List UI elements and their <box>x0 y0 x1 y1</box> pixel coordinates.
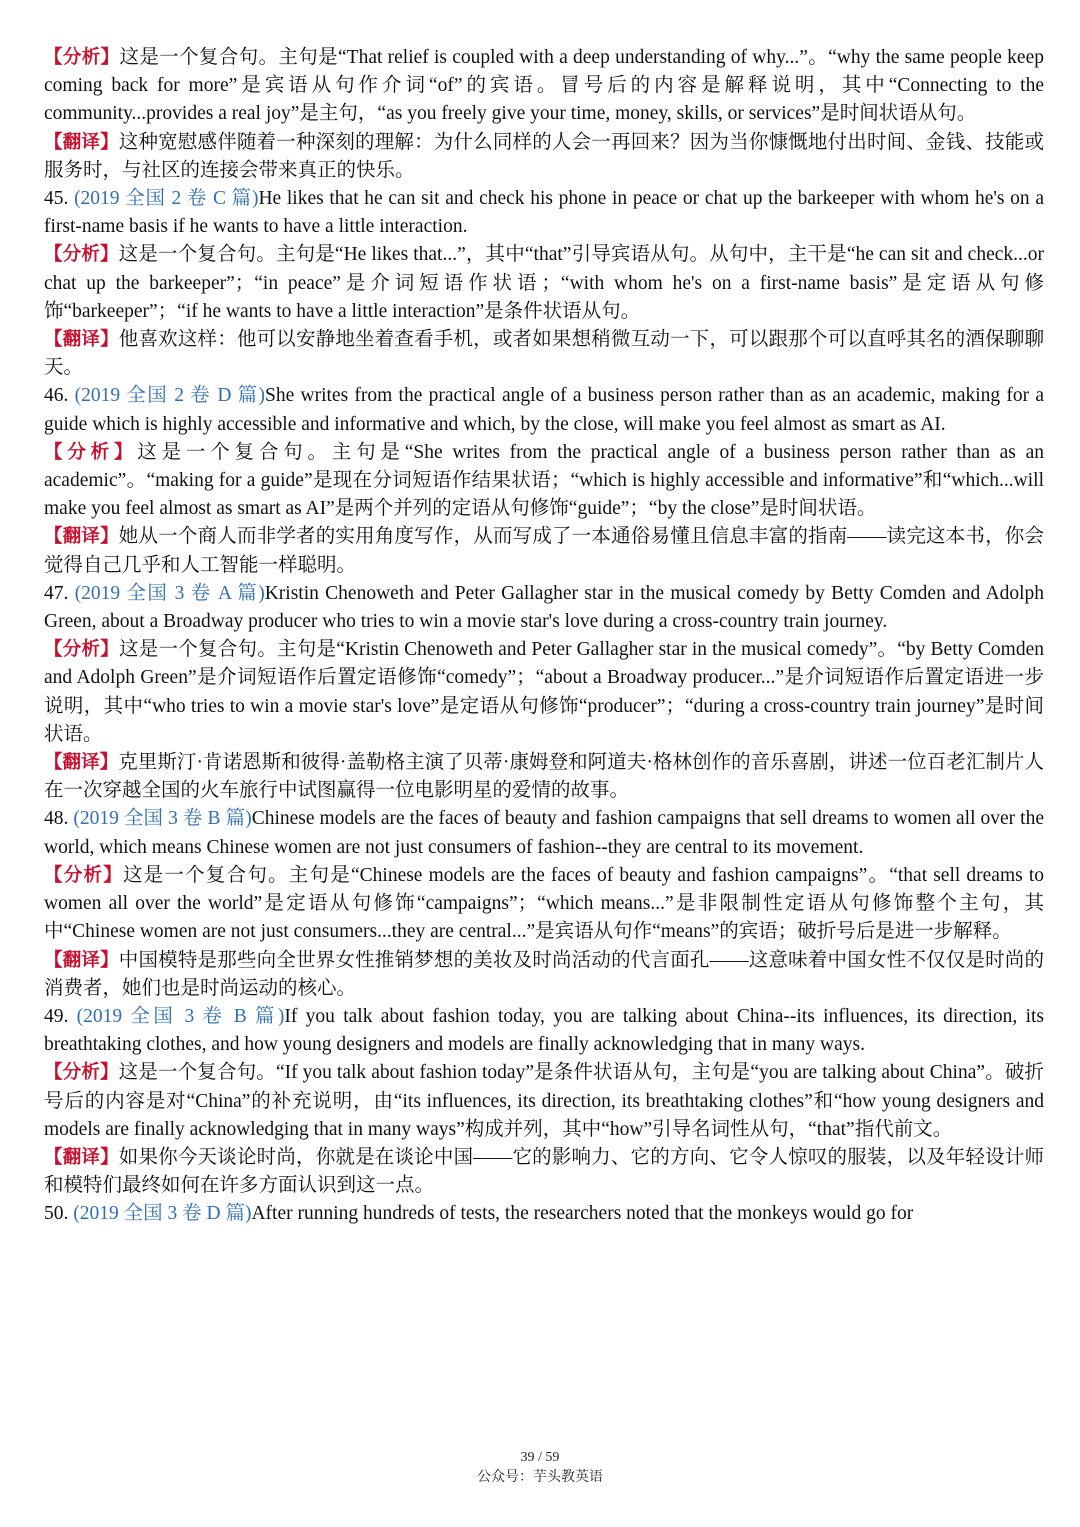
sentence-text: Chinese models are the faces of beauty and fashion campaigns that sell dreams to women all over the world, which means Chinese women are not just consumers of fashion--they are central to its movement. <box>44 808 1044 858</box>
document-body <box>44 44 1044 1229</box>
entry-50 <box>44 1200 1044 1228</box>
translation-paragraph <box>44 749 1044 805</box>
sentence-paragraph <box>44 382 1044 438</box>
analysis-paragraph <box>44 636 1044 749</box>
entry-number: 45. <box>44 188 69 210</box>
sentence-paragraph <box>44 580 1044 636</box>
entry-number: 46. <box>44 385 69 407</box>
translation-paragraph <box>44 1144 1044 1200</box>
entry-number: 48. <box>44 808 69 830</box>
translation-tag: 【翻译】 <box>44 131 119 153</box>
analysis-paragraph <box>44 862 1044 947</box>
translation-tag: 【翻译】 <box>44 526 119 548</box>
translation-paragraph <box>44 523 1044 579</box>
source-reference: (2019 全国 3 卷 B 篇) <box>73 808 252 830</box>
entry-continued <box>44 44 1044 185</box>
analysis-paragraph <box>44 44 1044 129</box>
entry-49 <box>44 1003 1044 1200</box>
analysis-text: 这是一个复合句。主句是“Chinese models are the faces of beauty and fashion campaigns”。“that sell dreams to women all over the world”是定语从句修饰“campaigns”；“which means...”是非限制性定语从句修饰整个主句，其中“Chinese women are not just consumers...they are central...”是宾语从句作“means”的宾语；破折号后是进一步解释。 <box>44 864 1044 943</box>
analysis-text: 这是一个复合句。主句是“That relief is coupled with a deep understanding of why...”。“why the same people keep coming back for more”是宾语从句作介词“of”的宾语。冒号后的内容是解释说明，其中“Connecting to the community...provides a real joy”是主句，“as you freely give your time, money, skills, or services”是时间状语从句。 <box>44 47 1044 125</box>
sentence-text: She writes from the practical angle of a business person rather than as an academic, making for a guide which is highly accessible and informative and which, by the close, will make you feel almost as smart as AI. <box>44 385 1044 435</box>
analysis-tag: 【分析】 <box>44 1062 119 1084</box>
entry-number: 49. <box>44 1005 69 1027</box>
analysis-text: 这是一个复合句。“If you talk about fashion today”是条件状语从句，主句是“you are talking about China”。破折号后的内容是对“China”的补充说明，由“its influences, its direction, its breathtaking clothes”和“how young designers and models are finally acknowledging that in many ways”构成并列，其中“how”引导名词性从句，“that”指代前文。 <box>44 1062 1044 1140</box>
entry-number: 50. <box>44 1203 69 1225</box>
entry-47 <box>44 580 1044 806</box>
translation-text: 中国模特是那些向全世界女性推销梦想的美妆及时尚活动的代言面孔——这意味着中国女性不仅仅是时尚的消费者，她们也是时尚运动的核心。 <box>44 949 1044 999</box>
entry-48 <box>44 805 1044 1002</box>
translation-text: 如果你今天谈论时尚，你就是在谈论中国——它的影响力、它的方向、它令人惊叹的服装，以及年轻设计师和模特们最终如何在许多方面认识到这一点。 <box>44 1146 1044 1197</box>
account-name: 公众号：芋头教英语 <box>477 1470 603 1485</box>
analysis-tag: 【分析】 <box>44 244 119 266</box>
translation-paragraph <box>44 947 1044 1003</box>
analysis-tag: 【分析】 <box>44 639 119 661</box>
source-reference: (2019 全国 2 卷 D 篇) <box>74 385 266 407</box>
source-reference: (2019 全国 3 卷 A 篇) <box>74 582 265 604</box>
sentence-paragraph <box>44 805 1044 861</box>
analysis-paragraph <box>44 439 1044 524</box>
sentence-text: If you talk about fashion today, you are talking about China--its influences, its direction, its breathtaking clothes, and how young designers and models are finally acknowledging that in many ways. <box>44 1005 1044 1056</box>
translation-tag: 【翻译】 <box>44 752 119 774</box>
analysis-tag: 【分析】 <box>44 441 138 463</box>
sentence-text: Kristin Chenoweth and Peter Gallagher star in the musical comedy by Betty Comden and Adolph Green, about a Broadway producer who tries to win a movie star's love during a cross-country train journey. <box>44 582 1045 633</box>
sentence-paragraph <box>44 1200 1044 1228</box>
translation-text: 她从一个商人而非学者的实用角度写作，从而写成了一本通俗易懂且信息丰富的指南——读完这本书，你会觉得自己几乎和人工智能一样聪明。 <box>44 526 1044 576</box>
page-number: 39 / 59 <box>520 1450 560 1465</box>
translation-text: 克里斯汀·肯诺恩斯和彼得·盖勒格主演了贝蒂·康姆登和阿道夫·格林创作的音乐喜剧，讲述一位百老汇制片人在一次穿越全国的火车旅行中试图赢得一位电影明星的爱情的故事。 <box>44 752 1044 802</box>
analysis-text: 这是一个复合句。主句是“She writes from the practical angle of a business person rather than as an academic”。“making for a guide”是现在分词短语作结果状语；“which is highly accessible and informative”和“which...will make you feel almost as smart as AI”是两个并列的定语从句修饰“guide”；“by the close”是时间状语。 <box>44 441 1044 520</box>
page-footer <box>0 1448 1080 1488</box>
analysis-paragraph <box>44 1059 1044 1144</box>
translation-text: 他喜欢这样：他可以安静地坐着查看手机，或者如果想稍微互动一下，可以跟那个可以直呼其名的酒保聊聊天。 <box>44 329 1044 379</box>
source-reference: (2019 全国 3 卷 B 篇) <box>76 1005 285 1027</box>
translation-paragraph <box>44 129 1044 185</box>
entry-number: 47. <box>44 582 69 604</box>
entry-46 <box>44 382 1044 579</box>
translation-text: 这种宽慰感伴随着一种深刻的理解：为什么同样的人会一再回来？因为当你慷慨地付出时间、金钱、技能或服务时，与社区的连接会带来真正的快乐。 <box>44 131 1044 181</box>
sentence-text: He likes that he can sit and check his phone in peace or chat up the barkeeper with whom he's on a first-name basis if he wants to have a little interaction. <box>44 188 1045 238</box>
translation-tag: 【翻译】 <box>44 1146 119 1168</box>
analysis-paragraph <box>44 241 1044 326</box>
analysis-text: 这是一个复合句。主句是“He likes that...”，其中“that”引导宾语从句。从句中，主干是“he can sit and check...or chat up the barkeeper”；“in peace”是介词短语作状语；“with whom he's on a first-name basis”是定语从句修饰“barkeeper”；“if he wants to have a little interaction”是条件状语从句。 <box>44 244 1044 322</box>
sentence-text: After running hundreds of tests, the researchers noted that the monkeys would go for <box>251 1203 914 1225</box>
translation-tag: 【翻译】 <box>44 329 119 351</box>
translation-paragraph <box>44 326 1044 382</box>
sentence-paragraph <box>44 185 1044 241</box>
source-reference: (2019 全国 3 卷 D 篇) <box>73 1203 252 1225</box>
analysis-text: 这是一个复合句。主句是“Kristin Chenoweth and Peter Gallagher star in the musical comedy”。“by Betty Comden and Adolph Green”是介词短语作后置定语修饰“comedy”；“about a Broadway producer...”是介词短语作后置定语进一步说明，其中“who tries to win a movie star's love”是定语从句修饰“producer”；“during a cross-country train journey”是时间状语。 <box>44 639 1044 745</box>
sentence-paragraph <box>44 1003 1044 1059</box>
source-reference: (2019 全国 2 卷 C 篇) <box>74 188 259 210</box>
translation-tag: 【翻译】 <box>44 949 119 971</box>
analysis-tag: 【分析】 <box>44 47 120 68</box>
analysis-tag: 【分析】 <box>44 864 123 886</box>
entry-45 <box>44 185 1044 382</box>
